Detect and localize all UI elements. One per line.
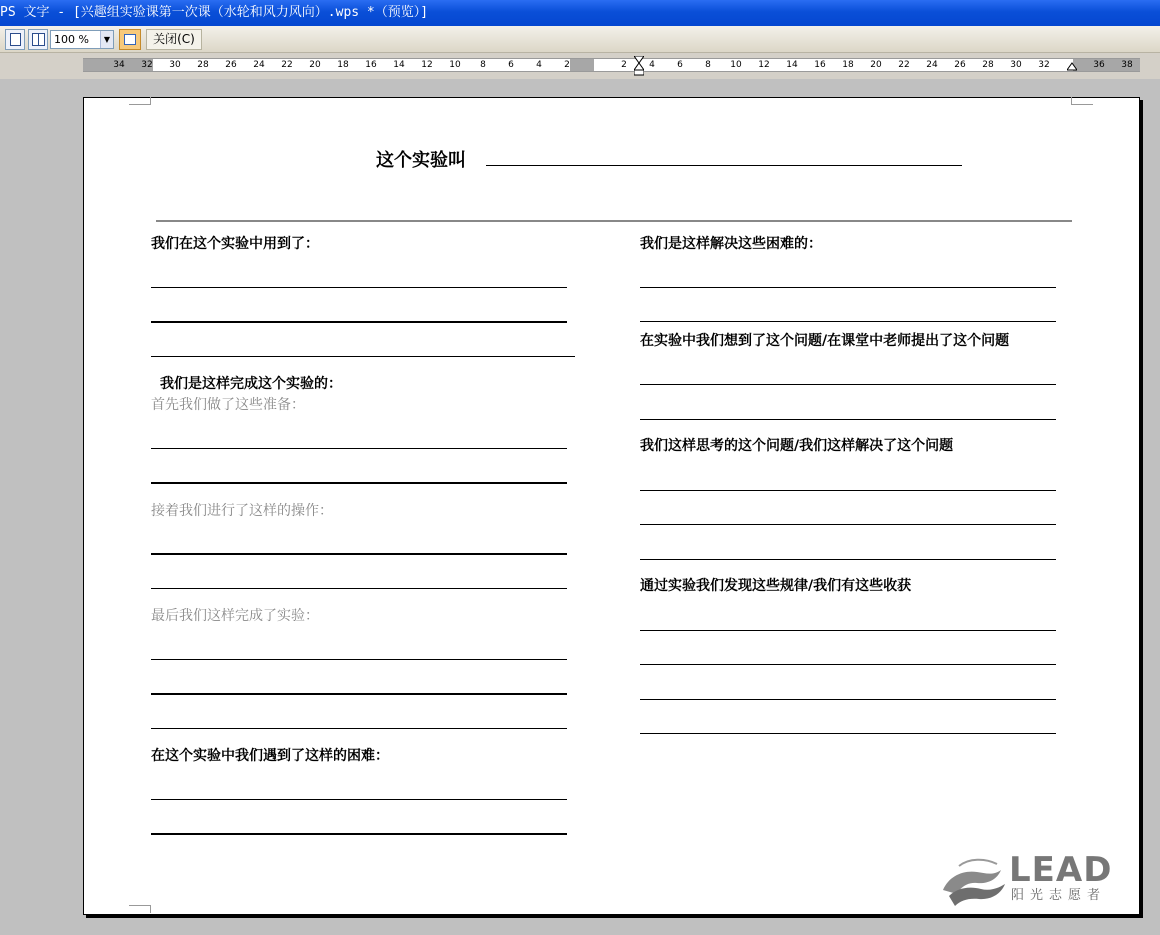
question-heading: 在实验中我们想到了这个问题/在课堂中老师提出了这个问题 [640, 333, 1010, 349]
blank-line [151, 728, 567, 729]
ruler-tick-label: 16 [814, 60, 826, 70]
ruler-tick-label: 24 [926, 60, 938, 70]
edit-mode-button[interactable] [119, 29, 141, 50]
blank-line [640, 733, 1056, 734]
crop-mark [1071, 97, 1093, 105]
ruler-tick-label: 4 [536, 60, 542, 70]
ruler-tick-label: 28 [982, 60, 994, 70]
ruler-tick-label: 26 [954, 60, 966, 70]
window-title: PS 文字 - [兴趣组实验课第一次课（水轮和风力风向）.wps *（预览）] [0, 5, 429, 20]
ruler-tick-label: 18 [842, 60, 854, 70]
ruler-tick-label: 12 [421, 60, 433, 70]
ruler-tick-label: 2 [621, 60, 627, 70]
blank-line [151, 588, 567, 589]
crop-mark [129, 905, 151, 913]
step3-label: 最后我们这样完成了实验： [151, 608, 319, 624]
ruler-tick-label: 24 [253, 60, 265, 70]
preview-toolbar [0, 26, 1160, 53]
blank-line [640, 559, 1056, 560]
ruler-tick-label: 8 [705, 60, 711, 70]
ruler-tick-label: 34 [113, 60, 125, 70]
edit-icon [124, 34, 136, 45]
blank-line [640, 630, 1056, 631]
indent-marker-icon[interactable] [634, 56, 644, 76]
blank-line [151, 833, 567, 835]
ruler-tick-label: 36 [1093, 60, 1105, 70]
logo-subtitle: 阳光志愿者 [1011, 888, 1107, 903]
ruler-tick-label: 22 [281, 60, 293, 70]
ruler-tick-label: 38 [1121, 60, 1133, 70]
section-divider [156, 220, 1072, 222]
logo-name: LEAD [1009, 850, 1113, 890]
ruler-tick-label: 14 [393, 60, 405, 70]
ruler-tick-label: 14 [786, 60, 798, 70]
single-page-icon [10, 33, 21, 46]
chevron-down-icon[interactable]: ▼ [100, 31, 113, 48]
ruler-tick-label: 28 [197, 60, 209, 70]
document-page [83, 97, 1140, 915]
two-page-icon [32, 33, 45, 46]
ruler-tick-label: 32 [1038, 60, 1050, 70]
title-blank-line [486, 165, 962, 166]
zoom-value: 100 % [54, 33, 89, 46]
document-title: 这个实验叫 [376, 150, 466, 171]
right-indent-marker-icon[interactable] [1067, 56, 1077, 76]
blank-line [640, 384, 1056, 385]
ruler-tick-label: 20 [309, 60, 321, 70]
ruler-tick-label: 6 [677, 60, 683, 70]
blank-line [640, 287, 1056, 288]
blank-line [640, 664, 1056, 665]
ruler-tick-label: 18 [337, 60, 349, 70]
blank-line [151, 799, 567, 800]
ruler-column-gap [570, 59, 594, 71]
ruler-tick-label: 2 [564, 60, 570, 70]
blank-line [640, 321, 1056, 322]
blank-line [151, 553, 567, 555]
step2-label: 接着我们进行了这样的操作： [151, 503, 333, 519]
think-heading: 我们这样思考的这个问题/我们这样解决了这个问题 [640, 438, 954, 454]
close-preview-button[interactable]: 关闭(C) [146, 29, 202, 50]
ruler-tick-label: 12 [758, 60, 770, 70]
ruler-tick-label: 32 [141, 60, 153, 70]
step1-label: 首先我们做了这些准备： [151, 397, 305, 413]
blank-line [151, 287, 567, 288]
ruler-tick-label: 26 [225, 60, 237, 70]
blank-line [640, 524, 1056, 525]
ruler-tick-label: 30 [1010, 60, 1022, 70]
blank-line [151, 659, 567, 660]
ruler-tick-label: 4 [649, 60, 655, 70]
window-title-bar [0, 0, 1160, 26]
blank-line [640, 699, 1056, 700]
used-heading: 我们在这个实验中用到了： [151, 236, 319, 252]
single-page-button[interactable] [5, 29, 25, 50]
blank-line [151, 482, 567, 484]
ruler-tick-label: 30 [169, 60, 181, 70]
ruler-bar [0, 53, 1160, 79]
ruler-tick-label: 8 [480, 60, 486, 70]
blank-line [151, 356, 575, 357]
ruler-tick-label: 10 [449, 60, 461, 70]
ruler-tick-label: 10 [730, 60, 742, 70]
ruler-tick-label: 22 [898, 60, 910, 70]
crop-mark [129, 97, 151, 105]
horizontal-ruler[interactable] [83, 58, 1140, 72]
blank-line [151, 321, 567, 323]
process-heading: 我们是这样完成这个实验的： [160, 376, 342, 392]
ruler-tick-label: 20 [870, 60, 882, 70]
blank-line [151, 448, 567, 449]
zoom-select[interactable] [50, 30, 114, 49]
ruler-tick-label: 6 [508, 60, 514, 70]
difficulty-heading: 在这个实验中我们遇到了这样的困难： [151, 748, 389, 764]
findings-heading: 通过实验我们发现这些规律/我们有这些收获 [640, 578, 912, 594]
solve-heading: 我们是这样解决这些困难的： [640, 236, 822, 252]
blank-line [151, 693, 567, 695]
hands-logo-icon [939, 856, 1011, 908]
multi-page-button[interactable] [28, 29, 48, 50]
lead-logo [939, 850, 1113, 910]
blank-line [640, 490, 1056, 491]
ruler-tick-label: 16 [365, 60, 377, 70]
blank-line [640, 419, 1056, 420]
